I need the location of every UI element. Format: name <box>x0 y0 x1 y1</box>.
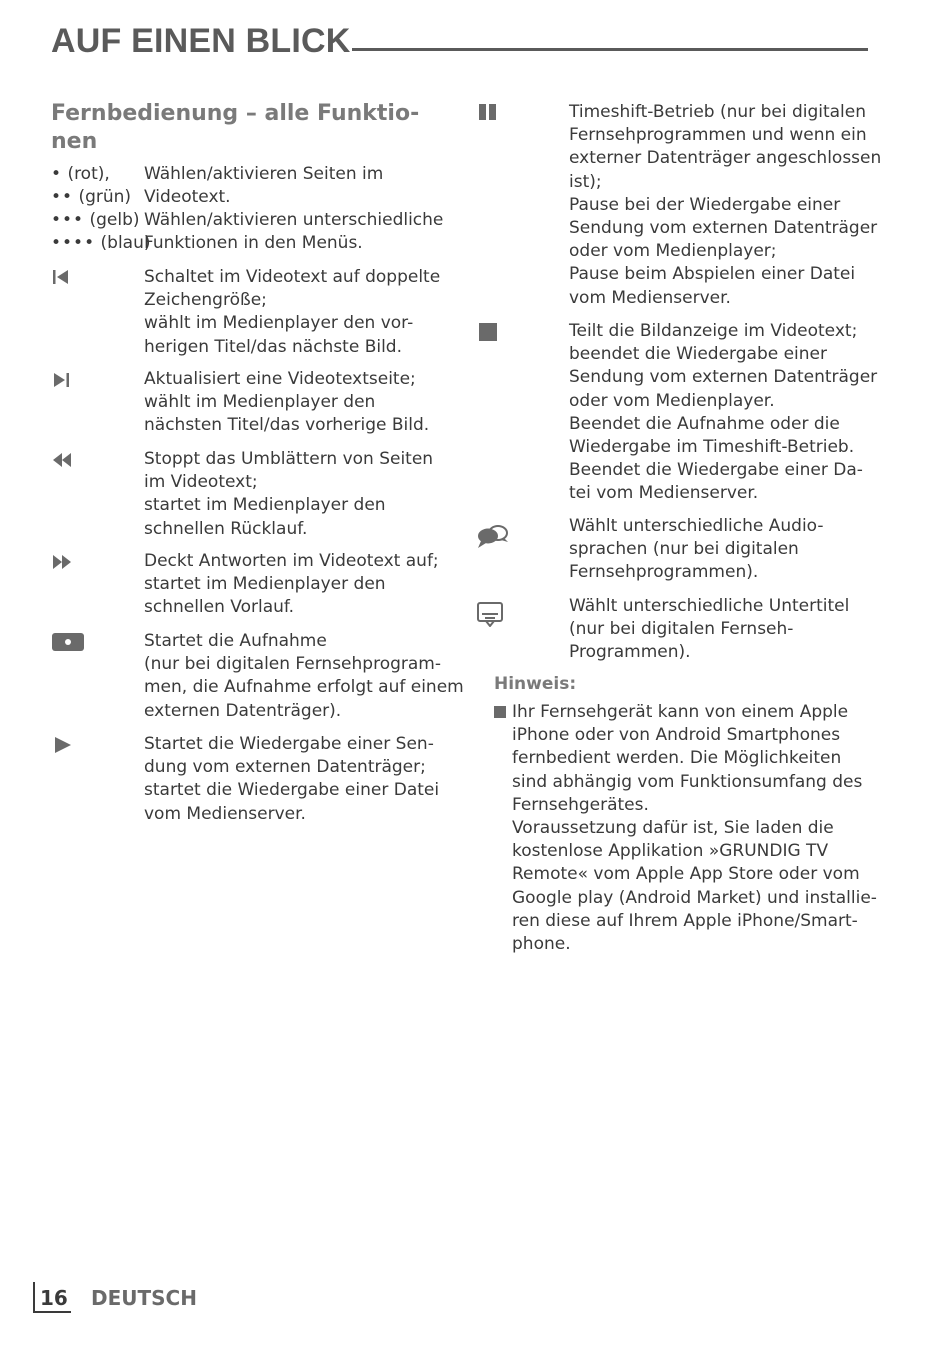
color-key-row-red <box>51 163 110 186</box>
section-heading-line-2: nen <box>51 129 98 154</box>
entry-line: Fernsehprogrammen). <box>569 562 759 583</box>
subtitle-icon <box>476 601 504 627</box>
color-key-text: Wählen/aktivieren unterschiedliche <box>144 210 444 230</box>
entry-line: schnellen Vorlauf. <box>144 597 295 618</box>
entry-line: Beendet die Wiedergabe einer Da- <box>569 460 863 481</box>
entry-line: startet im Medienplayer den <box>144 495 386 516</box>
entry-line: Wählt unterschiedliche Untertitel <box>569 596 850 616</box>
footer-language: DEUTSCH <box>91 1286 197 1310</box>
section-heading <box>51 100 431 156</box>
note-line: ren diese auf Ihrem Apple iPhone/Smart- <box>512 910 858 931</box>
entry-line: Deckt Antworten im Videotext auf; <box>144 551 439 571</box>
entry-line: Schaltet im Videotext auf doppelte <box>144 267 441 287</box>
left-entry-skip-back <box>144 266 440 359</box>
entry-line: Beendet die Aufnahme oder die <box>569 413 840 434</box>
entry-line: dung vom externen Datenträger; <box>144 757 426 778</box>
color-key-label: (rot), <box>67 164 110 184</box>
entry-line: sprachen (nur bei digitalen <box>569 539 799 560</box>
page-title: AUF EINEN BLICK <box>51 22 351 60</box>
color-key-row-yellow <box>51 209 140 232</box>
entry-line: Wählt unterschiedliche Audio- <box>569 516 824 536</box>
color-key-row-green <box>51 186 131 209</box>
color-key-row-blue <box>51 232 151 255</box>
play-icon <box>53 735 73 755</box>
record-icon <box>52 632 84 652</box>
entry-line: Timeshift-Betrieb (nur bei digitalen <box>569 102 867 122</box>
right-entry-audio <box>569 515 824 585</box>
entry-line: externer Datenträger angeschlossen <box>569 148 882 169</box>
fast-forward-icon <box>51 553 73 571</box>
entry-line: wählt im Medienplayer den vor- <box>144 313 414 334</box>
section-heading-line-1: Fernbedienung – alle Funktio- <box>51 101 420 126</box>
entry-line: Zeichengröße; <box>144 290 267 311</box>
note-text <box>512 701 877 956</box>
entry-line: (nur bei digitalen Fernseh- <box>569 619 794 640</box>
note-title: Hinweis: <box>494 674 577 694</box>
stop-icon <box>478 322 498 342</box>
note-line: phone. <box>512 934 571 955</box>
entry-line: externen Datenträger). <box>144 700 342 721</box>
entry-line: beendet die Wiedergabe einer <box>569 344 828 365</box>
entry-line: Startet die Wiedergabe einer Sen- <box>144 734 434 754</box>
blue-dots: •••• <box>51 233 96 253</box>
skip-back-icon <box>52 268 70 286</box>
note-line: Remote« vom Apple App Store oder vom <box>512 864 860 885</box>
entry-line: schnellen Rücklauf. <box>144 518 308 539</box>
entry-line: Pause beim Abspielen einer Datei <box>569 264 856 285</box>
entry-line: Sendung vom externen Datenträger <box>569 218 878 239</box>
audio-language-icon <box>476 522 510 550</box>
entry-line: vom Medienserver. <box>569 287 731 308</box>
color-key-text: Videotext. <box>144 187 231 207</box>
entry-line: Aktualisiert eine Videotextseite; <box>144 369 416 389</box>
note-line: iPhone oder von Android Smartphones <box>512 725 841 746</box>
entry-line: Programmen). <box>569 642 691 663</box>
note-line: kostenlose Applikation »GRUNDIG TV <box>512 841 829 862</box>
entry-line: startet die Wiedergabe einer Datei <box>144 780 440 801</box>
entry-line: tei vom Medienserver. <box>569 483 759 504</box>
entry-line: Teilt die Bildanzeige im Videotext; <box>569 321 858 341</box>
green-dots: •• <box>51 187 74 207</box>
color-key-label: (gelb) <box>89 210 140 230</box>
color-key-text: Wählen/aktivieren Seiten im <box>144 164 384 184</box>
note-bullet <box>494 706 506 718</box>
entry-line: Fernsehprogrammen und wenn ein <box>569 125 867 146</box>
note-line: Voraussetzung dafür ist, Sie laden die <box>512 818 834 839</box>
entry-line: vom Medienserver. <box>144 803 306 824</box>
entry-line: wählt im Medienplayer den <box>144 392 376 413</box>
entry-line: Wiedergabe im Timeshift-Betrieb. <box>569 437 855 458</box>
yellow-dots: ••• <box>51 210 85 230</box>
footer-bar <box>33 1282 35 1312</box>
note-line: sind abhängig vom Funktionsumfang des <box>512 771 863 792</box>
entry-line: Stoppt das Umblättern von Seiten <box>144 449 434 469</box>
right-entry-pause <box>569 101 881 310</box>
footer-underline <box>33 1311 71 1313</box>
entry-line: (nur bei digitalen Fernsehprogram- <box>144 654 441 675</box>
left-entry-record <box>144 630 464 723</box>
left-entry-skip-forward <box>144 368 429 438</box>
color-key-text: Funktionen in den Menüs. <box>144 233 363 253</box>
entry-line: Startet die Aufnahme <box>144 631 327 651</box>
pause-icon <box>478 103 498 121</box>
note-line: Fernsehgerätes. <box>512 794 649 815</box>
entry-line: Sendung vom externen Datenträger <box>569 367 878 388</box>
page-number: 16 <box>40 1286 68 1310</box>
note-line: fernbedient werden. Die Möglichkeiten <box>512 748 842 769</box>
note-line: Google play (Android Market) und installie- <box>512 887 877 908</box>
entry-line: Pause bei der Wiedergabe einer <box>569 194 841 215</box>
left-entry-rewind <box>144 448 433 541</box>
color-key-label: (grün) <box>78 187 132 207</box>
red-dots: • <box>51 164 63 184</box>
entry-line: oder vom Medienplayer. <box>569 390 775 411</box>
left-entry-fast-forward <box>144 550 439 620</box>
left-entry-play <box>144 733 439 826</box>
skip-forward-icon <box>52 371 70 389</box>
right-entry-subtitle <box>569 595 849 665</box>
entry-line: ist); <box>569 171 602 192</box>
rewind-icon <box>51 451 73 469</box>
entry-line: nächsten Titel/das vorherige Bild. <box>144 415 430 436</box>
entry-line: men, die Aufnahme erfolgt auf einem <box>144 677 464 698</box>
entry-line: im Videotext; <box>144 472 258 493</box>
entry-line: oder vom Medienplayer; <box>569 241 777 262</box>
color-key-label: (blau) <box>100 233 151 253</box>
note-line: Ihr Fernsehgerät kann von einem Apple <box>512 702 849 722</box>
entry-line: herigen Titel/das nächste Bild. <box>144 336 403 357</box>
title-rule <box>352 48 868 51</box>
entry-line: startet im Medienplayer den <box>144 574 386 595</box>
right-entry-stop <box>569 320 877 506</box>
